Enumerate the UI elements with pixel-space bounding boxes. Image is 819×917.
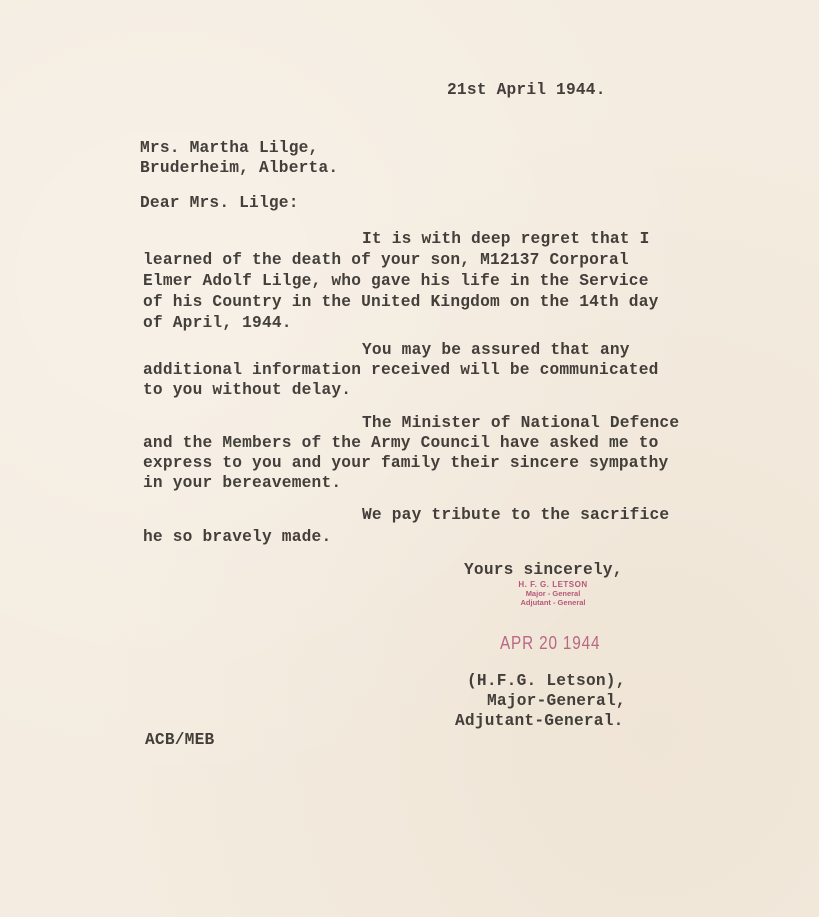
paragraph-3-line-1: The Minister of National Defence [362,414,680,432]
paragraph-3-line-2: and the Members of the Army Council have asked me to [143,434,659,452]
reference-initials: ACB/MEB [145,731,215,749]
paragraph-1-line-3: Elmer Adolf Lilge, who gave his life in the Service [143,272,649,290]
recipient-name: Mrs. Martha Lilge, [140,139,319,157]
paragraph-2-line-1: You may be assured that any [362,341,630,359]
paragraph-2-line-2: additional information received will be communicated [143,361,659,379]
paragraph-4-line-2: he so bravely made. [143,528,332,546]
letter-date: 21st April 1944. [447,81,606,99]
paragraph-1-line-1: It is with deep regret that I [362,230,650,248]
paragraph-2-line-3: to you without delay. [143,381,352,399]
salutation: Dear Mrs. Lilge: [140,194,299,212]
paragraph-1-line-5: of April, 1944. [143,314,292,332]
stamp-name: H. F. G. LETSON [518,580,588,589]
signature-stamp [503,580,603,607]
paragraph-4-line-1: We pay tribute to the sacrifice [362,506,670,524]
stamp-title: Adjutant - General [520,598,586,607]
paragraph-1-line-4: of his Country in the United Kingdom on the 14th day [143,293,659,311]
signature-name: (H.F.G. Letson), [467,672,626,690]
signature-rank: Major-General, [487,692,626,710]
paragraph-3-line-4: in your bereavement. [143,474,342,492]
recipient-address: Bruderheim, Alberta. [140,159,339,177]
paragraph-3-line-3: express to you and your family their sincere sympathy [143,454,669,472]
received-date-stamp: APR 20 1944 [500,633,601,653]
closing: Yours sincerely, [464,561,623,579]
signature-title: Adjutant-General. [455,712,624,730]
stamp-rank: Major - General [525,589,581,598]
paragraph-1-line-2: learned of the death of your son, M12137 Corporal [143,251,629,269]
